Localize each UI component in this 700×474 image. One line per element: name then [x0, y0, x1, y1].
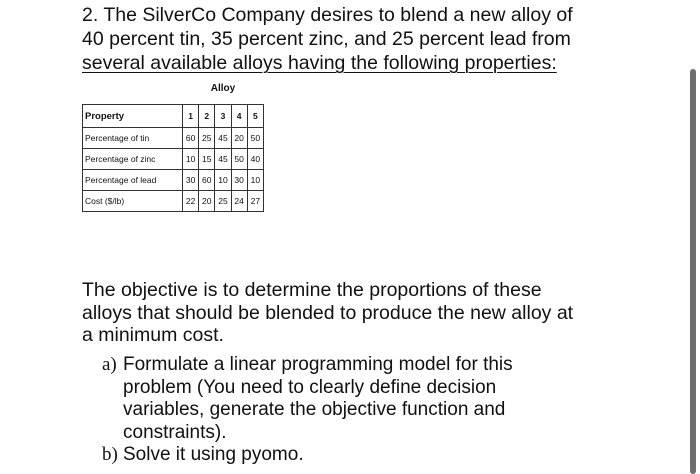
question-line: problem (You need to clearly define decision	[123, 376, 497, 398]
question-marker: b)	[102, 444, 118, 465]
table-row	[83, 191, 264, 212]
property-header: Property	[83, 105, 183, 128]
table-cell: 22	[183, 191, 199, 212]
alloy-number: 2	[199, 105, 215, 128]
question-b	[102, 444, 672, 467]
row-label: Percentage of lead	[83, 170, 183, 191]
question-line: Formulate a linear programming model for this	[123, 354, 513, 375]
table-cell: 60	[199, 170, 215, 191]
table-row	[83, 128, 264, 149]
table-cell: 45	[215, 149, 231, 170]
table-cell: 30	[183, 170, 199, 191]
objective-line: alloys that should be blended to produce the new alloy at	[82, 301, 574, 324]
table-cell: 25	[215, 191, 231, 212]
objective-line: a minimum cost.	[82, 324, 224, 346]
alloy-number: 3	[215, 105, 231, 128]
table-cell: 25	[199, 128, 215, 149]
question-line: Solve it using pyomo.	[123, 444, 304, 465]
intro-line: 40 percent tin, 35 percent zinc, and 25 percent lead from	[82, 28, 571, 50]
table-header-row	[83, 105, 264, 128]
table-cell: 45	[215, 128, 231, 149]
row-label: Percentage of zinc	[83, 149, 183, 170]
alloy-properties-table	[82, 74, 264, 212]
table-cell: 15	[199, 149, 215, 170]
objective-line: The objective is to determine the proportions of these	[82, 279, 542, 301]
question-marker: a)	[102, 354, 117, 375]
problem-intro	[82, 3, 692, 75]
row-label: Cost ($/lb)	[83, 191, 183, 212]
table-row	[83, 149, 264, 170]
question-line: constraints).	[123, 421, 227, 443]
table-cell: 60	[183, 128, 199, 149]
alloy-number: 1	[183, 105, 199, 128]
question-a	[102, 354, 672, 444]
vertical-scrollbar[interactable]	[690, 69, 696, 474]
question-line: variables, generate the objective function and	[123, 399, 506, 420]
table-cell: 24	[231, 191, 247, 212]
alloy-number: 4	[231, 105, 247, 128]
table-cell: 20	[231, 128, 247, 149]
alloy-number: 5	[247, 105, 263, 128]
table-cell: 30	[231, 170, 247, 191]
question-list	[102, 354, 672, 467]
alloy-group-header: Alloy	[210, 83, 236, 94]
objective-paragraph	[82, 279, 682, 347]
table-cell: 10	[215, 170, 231, 191]
row-label: Percentage of tin	[83, 128, 183, 149]
intro-line: several available alloys having the following properties:	[82, 52, 557, 74]
table-cell: 40	[247, 149, 263, 170]
table-cell: 10	[183, 149, 199, 170]
properties-grid	[82, 104, 264, 212]
table-row	[83, 170, 264, 191]
table-cell: 50	[231, 149, 247, 170]
table-cell: 20	[199, 191, 215, 212]
table-cell: 10	[247, 170, 263, 191]
intro-line: 2. The SilverCo Company desires to blend a new alloy of	[82, 4, 573, 26]
table-cell: 27	[247, 191, 263, 212]
table-cell: 50	[247, 128, 263, 149]
